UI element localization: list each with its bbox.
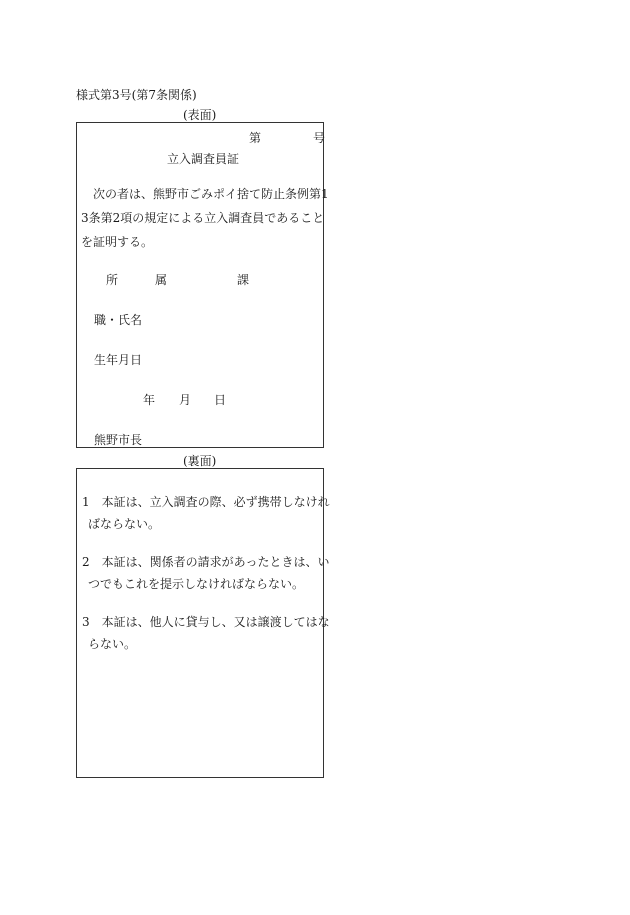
issuer: 熊野市長 — [94, 433, 143, 447]
number-go: 号 — [313, 131, 326, 145]
notice-item-1-line-1: 1 本証は、立入調査の際、必ず携帯しなけれ — [82, 495, 330, 509]
back-caption: (裏面) — [183, 454, 217, 468]
body-line: を証明する。 — [81, 235, 154, 249]
number-dai: 第 — [249, 131, 262, 145]
notice-item-2-line-2: つでもこれを提示しなければならない。 — [88, 577, 305, 591]
affiliation-label-ka: 課 — [237, 273, 250, 287]
body-line: 3条第2項の規定による立入調査員であること — [81, 211, 325, 225]
date-year: 年 — [143, 393, 156, 407]
back-card — [76, 468, 330, 778]
birthdate-label: 生年月日 — [94, 353, 143, 367]
notice-item-3-line-1: 3 本証は、他人に貸与し、又は譲渡してはな — [82, 615, 330, 629]
date-day: 日 — [214, 393, 227, 407]
affiliation-label-zoku: 属 — [155, 273, 168, 287]
notice-item-1-line-2: ばならない。 — [88, 517, 161, 531]
card-title: 立入調査員証 — [167, 152, 240, 166]
form-label: 様式第3号(第7条関係) — [76, 88, 197, 102]
affiliation-label-sho: 所 — [106, 273, 119, 287]
notice-item-3-line-2: らない。 — [88, 637, 137, 651]
title-name-label: 職・氏名 — [94, 313, 143, 327]
date-month: 月 — [179, 393, 192, 407]
notice-item-2-line-1: 2 本証は、関係者の請求があったときは、い — [82, 555, 330, 569]
body-line: 次の者は、熊野市ごみポイ捨て防止条例第1 — [93, 187, 329, 201]
front-caption: (表面) — [183, 108, 217, 122]
front-card — [76, 122, 329, 448]
